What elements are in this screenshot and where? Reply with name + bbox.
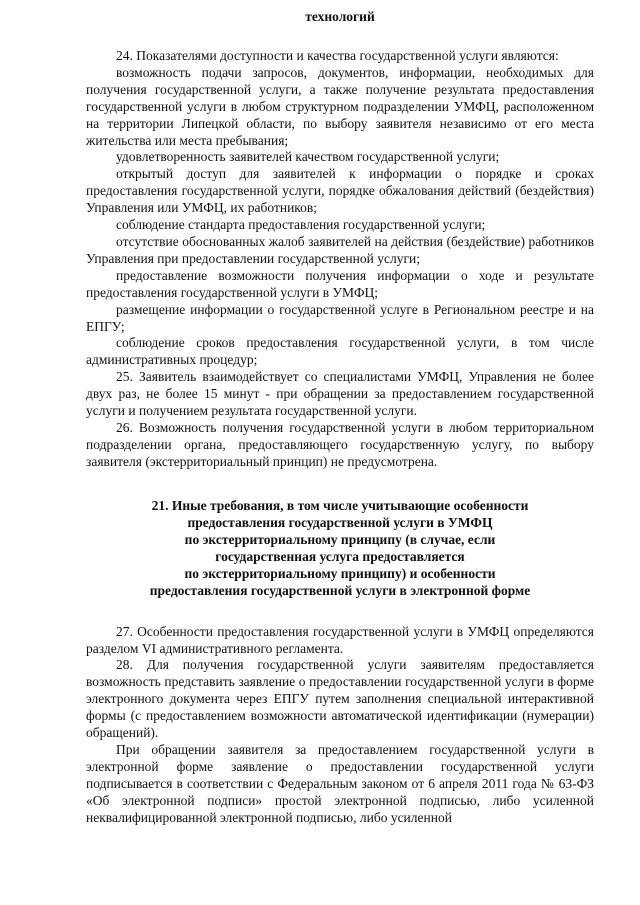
paragraph-26: 26. Возможность получения государственной услуги в любом территориальном подразделении органа, предоставляющего государственную услугу, по выбору заявителя (экстерриториальный принцип) не предусмотрена. <box>86 419 594 469</box>
paragraph-deadlines: соблюдение сроков предоставления государственной услуги, в том числе административных процедур; <box>86 335 594 368</box>
paragraph-registry-info: размещение информации о государственной услуге в Региональном реестре и на ЕПГУ; <box>86 301 594 334</box>
section-heading-line: государственная услуга предоставляется <box>215 548 465 564</box>
paragraph-open-access: открытый доступ для заявителей к информации о порядке и сроках предоставления государственной услуги, порядке обжалования действий (бездействия) Управления или УМФЦ, их работников; <box>86 166 594 216</box>
section-heading-line: по экстерриториальному принципу) и особенности <box>184 565 496 581</box>
paragraph-24-intro: 24. Показателями доступности и качества государственной услуги являются: <box>116 48 559 63</box>
paragraph-satisfaction: удовлетворенность заявителей качеством государственной услуги; <box>116 149 500 165</box>
paragraph-25: 25. Заявитель взаимодействует со специалистами УМФЦ, Управления не более двух раз, не более 15 минут - при обращении за предоставлением государственной услуги и получением результата государственной услуги. <box>86 369 594 419</box>
document-page <box>86 8 594 827</box>
paragraph-submission-possibility: возможность подачи запросов, документов, информации, необходимых для получения государственной услуги, а также получение результата предоставления государственной услуги в любом структурном подразделении УМФЦ, расположенном на территории Липецкой области, по выбору заявителя независимо от его места жительства или места пребывания; <box>86 64 594 148</box>
section-heading-line: по экстерриториальному принципу (в случае, если <box>184 531 496 547</box>
paragraph-27: 27. Особенности предоставления государственной услуги в УМФЦ определяются разделом VI административного регламента. <box>86 623 594 656</box>
electronic-form-block <box>86 624 594 827</box>
paragraph-standard-compliance: соблюдение стандарта предоставления государственной услуги; <box>116 217 486 233</box>
paragraph-electronic-signature: При обращении заявителя за предоставлением государственной услуги в электронной форме заявление о предоставлении государственной услуги подписывается в соответствии с Федеральным законом от 6 апреля 2011 года № 63-ФЗ «Об электронной подписи» простой электронной подписью, либо усиленной неквалифицированной электронной подписью, либо усиленной <box>86 742 594 825</box>
section-heading-line: предоставления государственной услуги в электронной форме <box>149 582 531 598</box>
section-21-heading <box>86 497 594 599</box>
paragraph-no-complaints: отсутствие обоснованных жалоб заявителей на действия (бездействие) работников Управления при предоставлении государственной услуги; <box>86 233 594 266</box>
paragraph-progress-info: предоставление возможности получения информации о ходе и результате предоставления государственной услуги в УМФЦ; <box>86 267 594 300</box>
accessibility-indicators-block <box>86 48 594 471</box>
paragraph-28: 28. Для получения государственной услуги заявителям предоставляется возможность представить заявление о предоставлении государственной услуги в форме электронного документа через ЕПГУ путем заполнения специальной интерактивной формы (с предоставлением возможности автоматической идентификации (нумерации) обращений). <box>86 657 594 741</box>
section-heading-line: 21. Иные требования, в том числе учитывающие особенности <box>151 497 529 513</box>
section-heading-line: предоставления государственной услуги в УМФЦ <box>187 514 493 530</box>
page-top-title: технологий <box>305 9 375 24</box>
